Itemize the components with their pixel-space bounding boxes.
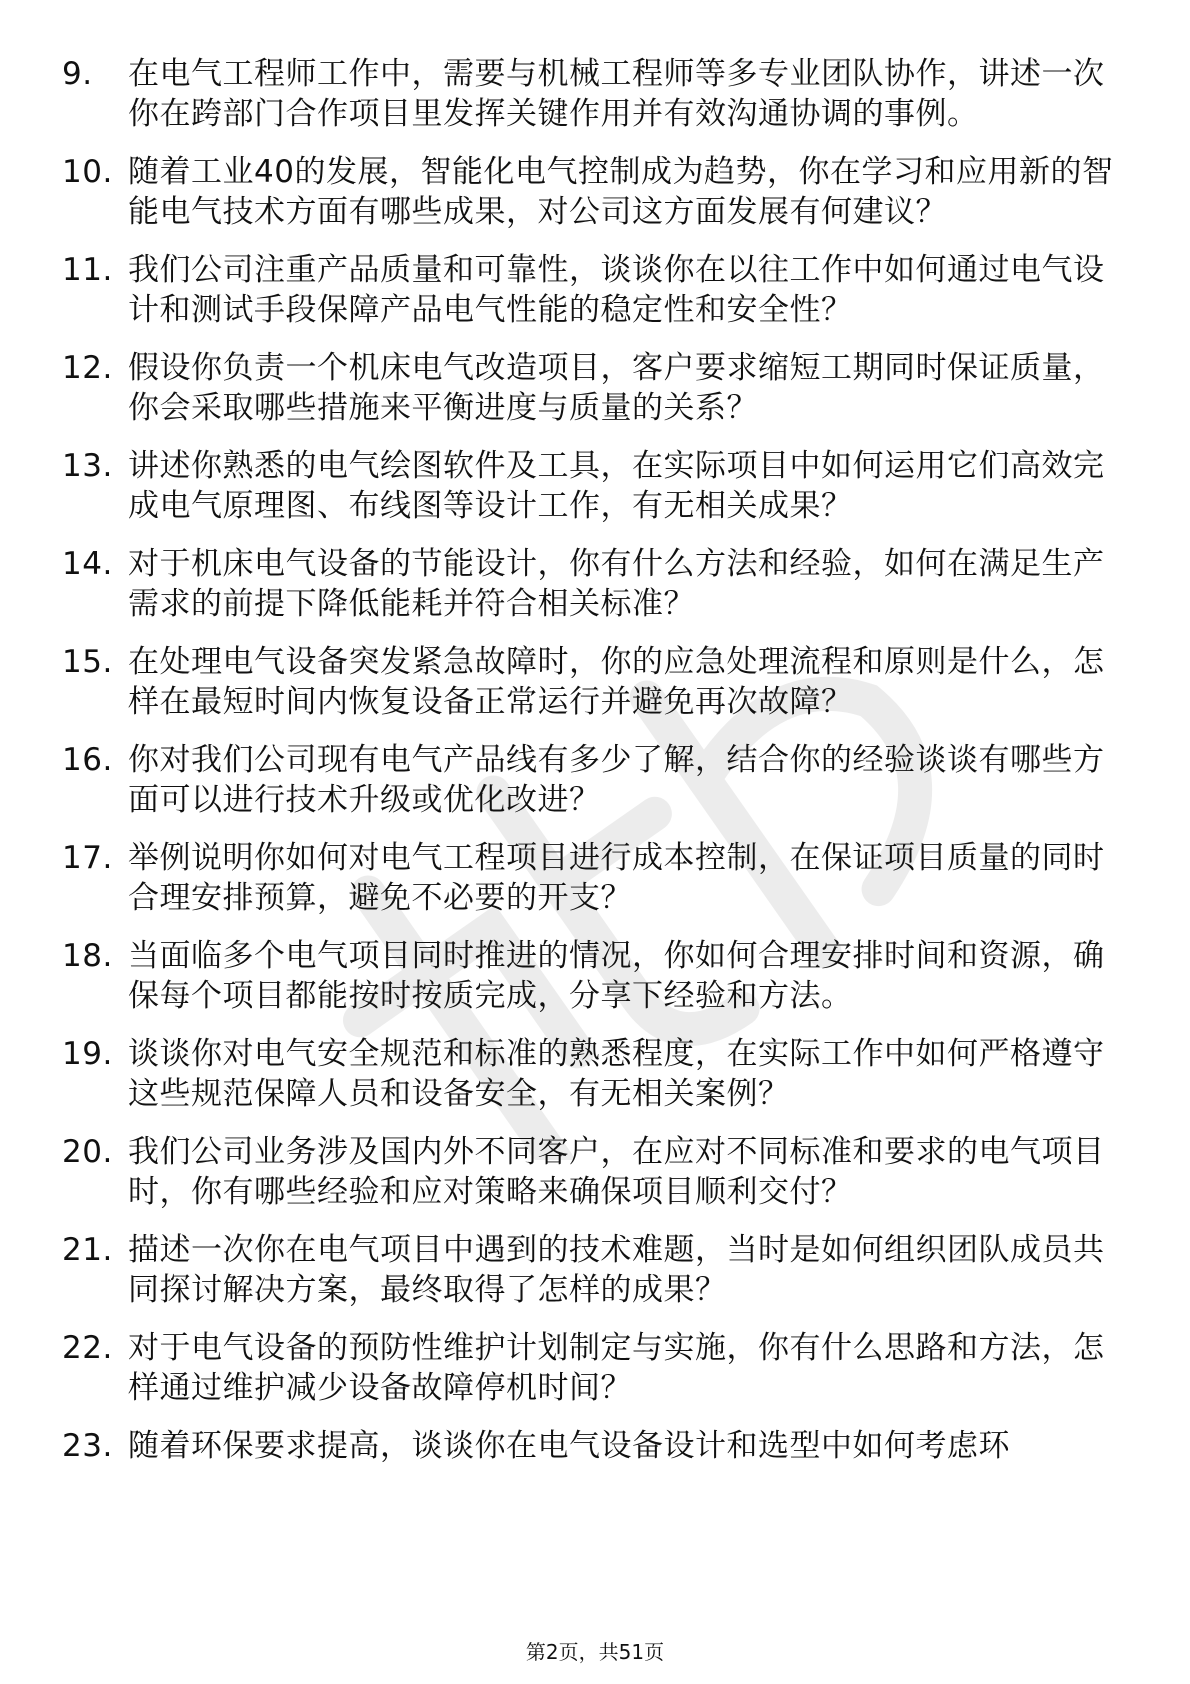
question-item (62, 1230, 1122, 1310)
question-number: 23. (62, 1428, 113, 1464)
question-number: 9. (62, 56, 93, 92)
question-text: 描述一次你在电气项目中遇到的技术难题，当时是如何组织团队成员共同探讨解决方案，最终取得了怎样的成果？ (128, 1232, 1105, 1308)
question-item (62, 642, 1122, 722)
question-item (62, 1426, 1122, 1466)
question-text: 举例说明你如何对电气工程项目进行成本控制，在保证项目质量的同时合理安排预算，避免不必要的开支？ (128, 840, 1105, 916)
question-number: 14. (62, 546, 113, 582)
question-item (62, 250, 1122, 330)
question-item (62, 544, 1122, 624)
page-number-footer: 第2页，共51页 (525, 1640, 665, 1664)
question-number: 22. (62, 1330, 113, 1366)
question-item (62, 54, 1122, 134)
question-item (62, 1034, 1122, 1114)
question-text: 假设你负责一个机床电气改造项目，客户要求缩短工期同时保证质量，你会采取哪些措施来平衡进度与质量的关系？ (128, 350, 1105, 426)
question-number: 12. (62, 350, 113, 386)
question-number: 17. (62, 840, 113, 876)
question-text: 在电气工程师工作中，需要与机械工程师等多专业团队协作，讲述一次你在跨部门合作项目里发挥关键作用并有效沟通协调的事例。 (128, 56, 1105, 132)
question-text: 讲述你熟悉的电气绘图软件及工具，在实际项目中如何运用它们高效完成电气原理图、布线图等设计工作，有无相关成果？ (128, 448, 1105, 524)
question-list (62, 54, 1122, 1484)
question-item (62, 1328, 1122, 1408)
question-text: 谈谈你对电气安全规范和标准的熟悉程度，在实际工作中如何严格遵守这些规范保障人员和设备安全，有无相关案例？ (128, 1036, 1105, 1112)
question-text: 你对我们公司现有电气产品线有多少了解，结合你的经验谈谈有哪些方面可以进行技术升级或优化改进？ (128, 742, 1105, 818)
question-number: 18. (62, 938, 113, 974)
question-text: 在处理电气设备突发紧急故障时，你的应急处理流程和原则是什么，怎样在最短时间内恢复设备正常运行并避免再次故障？ (128, 644, 1105, 720)
question-item (62, 152, 1122, 232)
question-number: 20. (62, 1134, 113, 1170)
question-text: 我们公司业务涉及国内外不同客户，在应对不同标准和要求的电气项目时，你有哪些经验和应对策略来确保项目顺利交付？ (128, 1134, 1105, 1210)
question-item (62, 936, 1122, 1016)
question-number: 13. (62, 448, 113, 484)
question-text: 随着工业40的发展，智能化电气控制成为趋势，你在学习和应用新的智能电气技术方面有哪些成果，对公司这方面发展有何建议？ (128, 154, 1114, 230)
question-number: 19. (62, 1036, 113, 1072)
question-text: 对于机床电气设备的节能设计，你有什么方法和经验，如何在满足生产需求的前提下降低能耗并符合相关标准？ (128, 546, 1105, 622)
question-text: 当面临多个电气项目同时推进的情况，你如何合理安排时间和资源，确保每个项目都能按时按质完成，分享下经验和方法。 (128, 938, 1105, 1014)
question-item (62, 446, 1122, 526)
question-text: 对于电气设备的预防性维护计划制定与实施，你有什么思路和方法，怎样通过维护减少设备故障停机时间？ (128, 1330, 1105, 1406)
question-number: 16. (62, 742, 113, 778)
question-text: 我们公司注重产品质量和可靠性，谈谈你在以往工作中如何通过电气设计和测试手段保障产品电气性能的稳定性和安全性？ (128, 252, 1105, 328)
question-item (62, 1132, 1122, 1212)
question-item (62, 838, 1122, 918)
question-number: 21. (62, 1232, 113, 1268)
question-item (62, 348, 1122, 428)
question-number: 15. (62, 644, 113, 680)
question-item (62, 740, 1122, 820)
question-number: 11. (62, 252, 113, 288)
question-number: 10. (62, 154, 113, 190)
question-text: 随着环保要求提高，谈谈你在电气设备设计和选型中如何考虑环 (128, 1428, 1010, 1464)
